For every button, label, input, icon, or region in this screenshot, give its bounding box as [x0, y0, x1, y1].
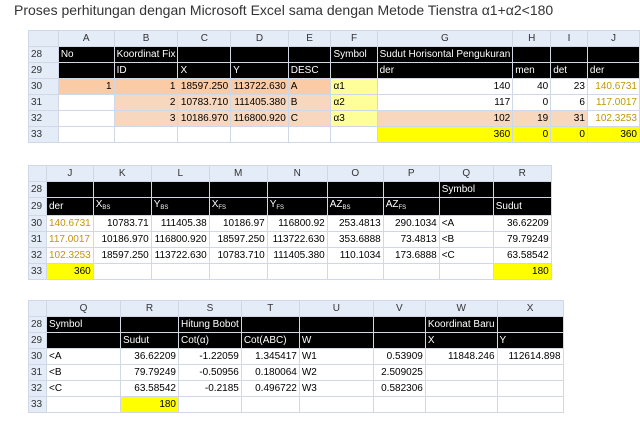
cell[interactable]: 253.4813	[327, 216, 383, 232]
cell[interactable]	[331, 63, 377, 79]
column-header[interactable]: G	[377, 31, 513, 47]
cell[interactable]: 116800.920	[151, 232, 209, 248]
cell[interactable]: 18597.250	[93, 248, 151, 264]
row-header[interactable]: 30	[29, 216, 47, 232]
table-row	[29, 248, 552, 264]
cell[interactable]	[209, 182, 267, 198]
column-header[interactable]: J	[47, 166, 94, 182]
cell[interactable]: <A	[439, 216, 493, 232]
cell[interactable]	[425, 365, 497, 381]
column-header[interactable]: P	[383, 166, 439, 182]
cell[interactable]: 36.62209	[121, 349, 179, 365]
column-header[interactable]: I	[551, 31, 588, 47]
cell[interactable]: 1.345417	[241, 349, 299, 365]
cell[interactable]	[331, 127, 377, 143]
cell[interactable]	[288, 47, 331, 63]
cell[interactable]	[373, 397, 425, 413]
subscript: BS	[342, 205, 351, 211]
cell[interactable]: 0	[513, 127, 551, 143]
column-header[interactable]: V	[373, 301, 425, 317]
cell[interactable]: <B	[439, 232, 493, 248]
column-header[interactable]: U	[299, 301, 373, 317]
cell[interactable]: -0.2185	[179, 381, 242, 397]
table-row	[29, 317, 564, 333]
cell[interactable]	[93, 182, 151, 198]
cell[interactable]: 2	[114, 95, 178, 111]
sheet1-table	[28, 30, 640, 143]
cell[interactable]: Sudut	[121, 333, 179, 349]
column-header[interactable]	[29, 301, 47, 317]
cell[interactable]: 10783.710	[209, 248, 267, 264]
column-header[interactable]: C	[178, 31, 231, 47]
table-row	[29, 381, 564, 397]
cell[interactable]	[513, 47, 551, 63]
cell[interactable]: α2	[331, 95, 377, 111]
cell[interactable]: 140.6731	[47, 216, 94, 232]
cell[interactable]: 63.58542	[121, 381, 179, 397]
cell[interactable]: α3	[331, 111, 377, 127]
cell[interactable]: 111405.380	[231, 95, 289, 111]
cell[interactable]: Hitung Bobot	[179, 317, 242, 333]
table-row	[29, 397, 564, 413]
cell[interactable]	[587, 47, 639, 63]
cell[interactable]	[209, 264, 267, 280]
cell[interactable]: α1	[331, 79, 377, 95]
cell[interactable]	[151, 182, 209, 198]
cell[interactable]: 180	[493, 264, 551, 280]
cell[interactable]: 117.0017	[587, 95, 639, 111]
cell[interactable]: 360	[377, 127, 513, 143]
table-row	[29, 264, 552, 280]
row-header[interactable]: 28	[29, 182, 47, 198]
column-header[interactable]: W	[425, 301, 497, 317]
cell[interactable]: 290.1034	[383, 216, 439, 232]
cell[interactable]: 73.4813	[383, 232, 439, 248]
cell[interactable]: 117.0017	[47, 232, 94, 248]
cell[interactable]: Sudut	[493, 198, 551, 216]
cell[interactable]: 113722.630	[151, 248, 209, 264]
cell[interactable]	[497, 381, 563, 397]
cell[interactable]	[114, 127, 178, 143]
table-row	[29, 47, 640, 63]
cell[interactable]: W1	[299, 349, 373, 365]
cell[interactable]: C	[288, 111, 331, 127]
column-header[interactable]: D	[231, 31, 289, 47]
cell[interactable]: Y	[497, 333, 563, 349]
column-header[interactable]: M	[209, 166, 267, 182]
page-title: Proses perhitungan dengan Microsoft Excel sama dengan Metode Tienstra α1+α2<180	[14, 2, 554, 18]
cell[interactable]: 10186.970	[93, 232, 151, 248]
cell[interactable]: 0.53909	[373, 349, 425, 365]
cell[interactable]: -1.22059	[179, 349, 242, 365]
row-header[interactable]: 32	[29, 381, 47, 397]
column-header[interactable]: F	[331, 31, 377, 47]
cell[interactable]	[231, 47, 289, 63]
table-row	[29, 111, 640, 127]
cell[interactable]	[241, 397, 299, 413]
cell[interactable]: 11848.246	[425, 349, 497, 365]
table-row	[29, 63, 640, 79]
cell[interactable]: W2	[299, 365, 373, 381]
row-header[interactable]: 29	[29, 198, 47, 216]
cell[interactable]: 113722.630	[231, 79, 289, 95]
cell[interactable]	[299, 397, 373, 413]
cell[interactable]: 10186.970	[178, 111, 231, 127]
row-header[interactable]: 32	[29, 248, 47, 264]
cell[interactable]	[373, 317, 425, 333]
cell[interactable]	[231, 127, 289, 143]
cell[interactable]	[288, 127, 331, 143]
cell[interactable]	[58, 111, 114, 127]
table-row	[29, 79, 640, 95]
cell[interactable]: Koordinat Baru	[425, 317, 497, 333]
column-header[interactable]: R	[493, 166, 551, 182]
row-header[interactable]: 29	[29, 333, 47, 349]
table-row	[29, 365, 564, 381]
cell[interactable]	[58, 63, 114, 79]
cell[interactable]: B	[288, 95, 331, 111]
row-header[interactable]: 30	[29, 79, 59, 95]
cell[interactable]	[551, 47, 588, 63]
cell[interactable]: 140.6731	[587, 79, 639, 95]
cell[interactable]: det	[551, 63, 588, 79]
cell[interactable]: 18597.250	[209, 232, 267, 248]
cell[interactable]: W	[299, 333, 373, 349]
row-header[interactable]: 29	[29, 63, 59, 79]
cell[interactable]: Y	[231, 63, 289, 79]
table-row	[29, 349, 564, 365]
column-header[interactable]: R	[121, 301, 179, 317]
cell[interactable]: ID	[114, 63, 178, 79]
cell[interactable]: W3	[299, 381, 373, 397]
cell[interactable]: 116800.920	[231, 111, 289, 127]
cell[interactable]: -0.50956	[179, 365, 242, 381]
cell[interactable]: <A	[47, 349, 121, 365]
subscript: BS	[160, 205, 169, 211]
cell[interactable]	[267, 264, 327, 280]
cell[interactable]: 10783.71	[93, 216, 151, 232]
row-header[interactable]: 28	[29, 317, 47, 333]
cell[interactable]: 180	[121, 397, 179, 413]
cell[interactable]: 3	[114, 111, 178, 127]
cell[interactable]	[327, 264, 383, 280]
cell[interactable]: 79.79249	[121, 365, 179, 381]
cell[interactable]: 6	[551, 95, 588, 111]
cell[interactable]: 360	[47, 264, 94, 280]
cell[interactable]: $X_{FS}$	[209, 198, 267, 216]
cell[interactable]: 102	[377, 111, 513, 127]
cell[interactable]: $Y_{FS}$	[267, 198, 327, 216]
cell[interactable]	[178, 127, 231, 143]
subscript: FS	[398, 205, 407, 211]
row-header[interactable]: 33	[29, 397, 47, 413]
cell[interactable]: 0.582306	[373, 381, 425, 397]
cell[interactable]: 113722.630	[267, 232, 327, 248]
cell[interactable]: 10186.97	[209, 216, 267, 232]
row-header[interactable]: 31	[29, 232, 47, 248]
cell[interactable]: Symbol	[439, 182, 493, 198]
cell[interactable]	[425, 381, 497, 397]
cell[interactable]	[267, 182, 327, 198]
row-header[interactable]: 33	[29, 127, 59, 143]
cell[interactable]: $Y_{BS}$	[151, 198, 209, 216]
cell[interactable]: der	[377, 63, 513, 79]
column-header[interactable]: L	[151, 166, 209, 182]
cell[interactable]: No	[58, 47, 114, 63]
cell[interactable]: Symbol	[47, 317, 121, 333]
cell[interactable]: 0	[551, 127, 588, 143]
cell[interactable]: <C	[439, 248, 493, 264]
column-header[interactable]: H	[513, 31, 551, 47]
sheet3-table	[28, 300, 564, 413]
column-header[interactable]: B	[114, 31, 178, 47]
cell[interactable]	[121, 317, 179, 333]
row-header[interactable]: 28	[29, 47, 59, 63]
cell[interactable]	[439, 198, 493, 216]
cell[interactable]: 36.62209	[493, 216, 551, 232]
table-row	[29, 198, 552, 216]
table-row	[29, 333, 564, 349]
column-header[interactable]: N	[267, 166, 327, 182]
cell[interactable]: X	[178, 63, 231, 79]
cell[interactable]	[47, 182, 94, 198]
cell[interactable]: 112614.898	[497, 349, 563, 365]
table-row	[29, 127, 640, 143]
cell[interactable]: Symbol	[331, 47, 377, 63]
cell[interactable]: X	[425, 333, 497, 349]
cell[interactable]: 111405.380	[267, 248, 327, 264]
table-row	[29, 216, 552, 232]
column-header[interactable]: A	[58, 31, 114, 47]
column-header[interactable]: E	[288, 31, 331, 47]
cell[interactable]	[383, 264, 439, 280]
cell[interactable]: 2.509025	[373, 365, 425, 381]
cell[interactable]: 31	[551, 111, 588, 127]
column-header[interactable]: Q	[439, 166, 493, 182]
column-header[interactable]: Q	[47, 301, 121, 317]
row-header[interactable]: 30	[29, 349, 47, 365]
column-header[interactable]: S	[179, 301, 242, 317]
sheet2-table	[28, 165, 552, 280]
cell[interactable]: $AZ_{BS}$	[327, 198, 383, 216]
cell[interactable]	[497, 317, 563, 333]
cell[interactable]: DESC	[288, 63, 331, 79]
cell[interactable]	[47, 333, 121, 349]
cell[interactable]: 117	[377, 95, 513, 111]
column-header[interactable]: K	[93, 166, 151, 182]
cell[interactable]	[47, 397, 121, 413]
cell[interactable]: 140	[377, 79, 513, 95]
cell[interactable]: 102.3253	[587, 111, 639, 127]
cell[interactable]	[383, 182, 439, 198]
cell[interactable]	[497, 365, 563, 381]
column-header[interactable]: X	[497, 301, 563, 317]
spreadsheet-2	[28, 165, 552, 280]
cell[interactable]: 19	[513, 111, 551, 127]
cell[interactable]: 173.6888	[383, 248, 439, 264]
cell[interactable]	[241, 317, 299, 333]
cell[interactable]: 1	[114, 79, 178, 95]
cell[interactable]	[439, 264, 493, 280]
column-header[interactable]	[29, 31, 59, 47]
cell[interactable]: der	[47, 198, 94, 216]
cell[interactable]: <C	[47, 381, 121, 397]
cell[interactable]: 10783.710	[178, 95, 231, 111]
cell[interactable]	[93, 264, 151, 280]
cell[interactable]: Cot(α)	[179, 333, 242, 349]
cell[interactable]	[425, 397, 497, 413]
cell[interactable]: 111405.38	[151, 216, 209, 232]
spreadsheet-3	[28, 300, 564, 413]
cell[interactable]: 360	[587, 127, 639, 143]
cell[interactable]	[327, 182, 383, 198]
cell[interactable]	[373, 333, 425, 349]
cell[interactable]: 79.79249	[493, 232, 551, 248]
cell[interactable]: 102.3253	[47, 248, 94, 264]
cell[interactable]: 23	[551, 79, 588, 95]
table-row	[29, 95, 640, 111]
cell[interactable]: A	[288, 79, 331, 95]
column-header[interactable]: T	[241, 301, 299, 317]
cell[interactable]: 110.1034	[327, 248, 383, 264]
cell[interactable]	[299, 317, 373, 333]
cell[interactable]: men	[513, 63, 551, 79]
cell[interactable]	[151, 264, 209, 280]
cell[interactable]	[179, 397, 242, 413]
subscript: FS	[276, 205, 285, 211]
cell[interactable]: Cot(ABC)	[241, 333, 299, 349]
row-header[interactable]: 32	[29, 111, 59, 127]
cell[interactable]: 63.58542	[493, 248, 551, 264]
subscript: FS	[218, 205, 227, 211]
table-row	[29, 232, 552, 248]
cell[interactable]: der	[587, 63, 639, 79]
row-header[interactable]: 33	[29, 264, 47, 280]
cell[interactable]: $AZ_{FS}$	[383, 198, 439, 216]
cell[interactable]: 40	[513, 79, 551, 95]
column-header[interactable]	[29, 166, 47, 182]
cell[interactable]: 0	[513, 95, 551, 111]
cell[interactable]	[58, 95, 114, 111]
cell[interactable]: 1	[58, 79, 114, 95]
cell[interactable]: 116800.92	[267, 216, 327, 232]
cell[interactable]	[497, 397, 563, 413]
cell[interactable]	[178, 47, 231, 63]
spreadsheet-1	[28, 30, 640, 143]
subscript: BS	[102, 205, 111, 211]
table-row	[29, 182, 552, 198]
column-header[interactable]: J	[587, 31, 639, 47]
cell[interactable]: 18597.250	[178, 79, 231, 95]
cell[interactable]: Koordinat Fix	[114, 47, 178, 63]
cell[interactable]	[58, 127, 114, 143]
cell[interactable]: 353.6888	[327, 232, 383, 248]
cell[interactable]: 0.496722	[241, 381, 299, 397]
column-header[interactable]: O	[327, 166, 383, 182]
cell[interactable]: <B	[47, 365, 121, 381]
row-header[interactable]: 31	[29, 365, 47, 381]
cell[interactable]	[493, 182, 551, 198]
cell[interactable]: 0.180064	[241, 365, 299, 381]
cell[interactable]: $X_{BS}$	[93, 198, 151, 216]
cell[interactable]: Sudut Horisontal Pengukuran	[377, 47, 513, 63]
row-header[interactable]: 31	[29, 95, 59, 111]
